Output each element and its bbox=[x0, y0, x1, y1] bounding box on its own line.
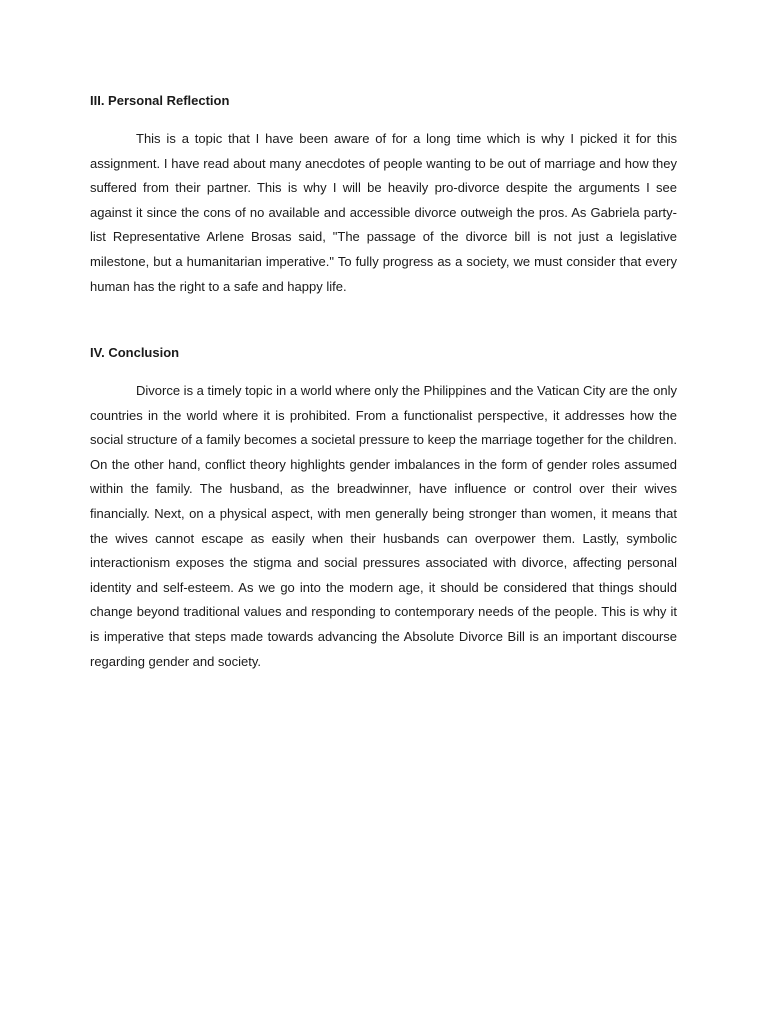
section-personal-reflection bbox=[90, 92, 677, 299]
section-heading-conclusion: IV. Conclusion bbox=[90, 345, 180, 360]
section-conclusion bbox=[90, 344, 677, 674]
section-heading-personal-reflection: III. Personal Reflection bbox=[90, 93, 230, 108]
paragraph-conclusion: Divorce is a timely topic in a world where only the Philippines and the Vatican City are the only countries in the world where it is prohibited. From a functionalist perspective, it addresses how the social structure of a family becomes a societal pressure to keep the marriage together for the children. On the other hand, conflict theory highlights gender imbalances in the form of gender roles assumed within the family. The husband, as the breadwinner, have influence or control over their wives financially. Next, on a physical aspect, with men generally being stronger than women, it means that the wives cannot escape as easily when their husbands can overpower them. Lastly, symbolic interactionism exposes the stigma and social pressures associated with divorce, affecting personal identity and self-esteem. As we go into the modern age, it should be considered that things should change beyond traditional values and responding to contemporary needs of the people. This is why it is imperative that steps made towards advancing the Absolute Divorce Bill is an important discourse regarding gender and society. bbox=[90, 383, 677, 669]
paragraph-personal-reflection: This is a topic that I have been aware of for a long time which is why I picked it for this assignment. I have read about many anecdotes of people wanting to be out of marriage and how they suffered from their partner. This is why I will be heavily pro-divorce despite the arguments I see against it since the cons of no available and accessible divorce outweigh the pros. As Gabriela party-list Representative Arlene Brosas said, "The passage of the divorce bill is not just a legislative milestone, but a humanitarian imperative." To fully progress as a society, we must consider that every human has the right to a safe and happy life. bbox=[90, 131, 677, 294]
